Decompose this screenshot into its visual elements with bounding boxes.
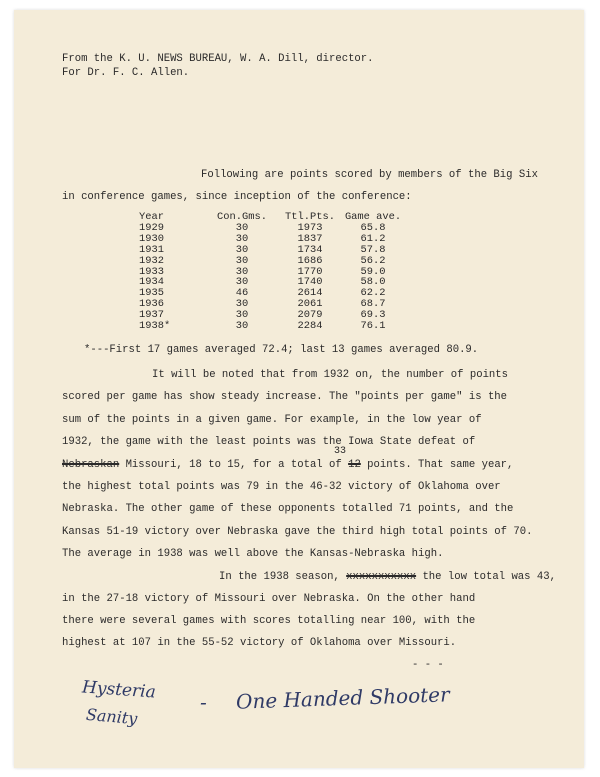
cell-con-gms: 30 (235, 254, 249, 267)
line5-text-b: points. That same year, (367, 459, 514, 471)
cell-year: 1932 (139, 254, 164, 267)
cell-game-ave: 59.0 (360, 265, 386, 278)
document-page (14, 10, 584, 768)
cell-year: 1934 (139, 276, 164, 289)
paragraph2-line4: highest at 107 in the 55-52 victory of Oklahoma over Missouri. (62, 637, 457, 649)
paragraph1-line8: Kansas 51-19 victory over Nebraska gave the third high total points of 70. (62, 526, 533, 538)
cell-game-ave: 56.2 (360, 254, 386, 267)
footnote: *---First 17 games averaged 72.4; last 13 games averaged 80.9. (84, 344, 479, 356)
cell-game-ave: 61.2 (360, 232, 386, 245)
cell-ttl-pts: 1734 (297, 243, 323, 256)
paragraph1-line6: the highest total points was 79 in the 46-32 victory of Oklahoma over (62, 481, 501, 493)
cell-con-gms: 30 (235, 265, 249, 278)
for-line: For Dr. F. C. Allen. (62, 67, 190, 79)
cell-ttl-pts: 2061 (297, 298, 323, 311)
end-mark: - - - (412, 659, 444, 671)
line5-text-a: Missouri, 18 to 15, for a total of (125, 459, 342, 471)
cell-con-gms: 30 (235, 276, 249, 289)
intro-line-2: in conference games, since inception of the conference: (62, 191, 412, 203)
struck-word: Nebraskan (62, 459, 120, 471)
paragraph2-line3: there were several games with scores totalling near 100, with the (62, 615, 476, 627)
cell-year: 1929 (139, 221, 164, 234)
intro-line-1: Following are points scored by members of the Big Six (201, 169, 538, 181)
cell-ttl-pts: 1837 (297, 232, 323, 245)
cell-year: 1938* (139, 320, 171, 333)
paragraph1-line5 (62, 460, 513, 471)
cell-year: 1930 (139, 232, 164, 245)
paragraph2-line2: in the 27-18 victory of Missouri over Nebraska. On the other hand (62, 593, 476, 605)
cell-year: 1937 (139, 309, 164, 322)
table-row (139, 321, 403, 332)
struck-word: xxxxxxxxxxx (346, 571, 417, 583)
cell-con-gms: 30 (235, 309, 249, 322)
handwritten-sanity: Sanity (85, 704, 139, 729)
points-table (139, 212, 403, 332)
correction-number: 33 (334, 446, 347, 457)
cell-ttl-pts: 1686 (297, 254, 323, 267)
cell-game-ave: 62.2 (360, 287, 386, 300)
paragraph1-line3: sum of the points in a given game. For example, in the low year of (62, 414, 482, 426)
cell-game-ave: 57.8 (360, 243, 386, 256)
paragraph1-line7: Nebraska. The other game of these opponents totalled 71 points, and the (62, 503, 514, 515)
cell-ttl-pts: 1770 (297, 265, 323, 278)
struck-number: 12 (348, 459, 361, 471)
p2-line1-text-b: the low total was 43, (422, 571, 556, 583)
paragraph1-line4: 1932, the game with the least points was the Iowa State defeat of (62, 436, 476, 448)
cell-year: 1935 (139, 287, 164, 300)
paragraph1-line1: It will be noted that from 1932 on, the number of points (152, 369, 509, 381)
cell-con-gms: 30 (235, 298, 249, 311)
cell-ttl-pts: 2284 (297, 320, 323, 333)
paragraph1-line2: scored per game has show steady increase. The "points per game" is the (62, 391, 508, 403)
paragraph2-line1 (219, 572, 556, 583)
cell-con-gms: 30 (235, 320, 249, 333)
cell-ttl-pts: 2614 (297, 287, 323, 300)
cell-game-ave: 76.1 (360, 320, 386, 333)
handwritten-phrase: One Handed Shooter (235, 682, 450, 714)
cell-year: 1931 (139, 243, 164, 256)
cell-year: 1936 (139, 298, 164, 311)
handwritten-dash: - (200, 690, 207, 714)
table-row (139, 245, 403, 256)
from-line: From the K. U. NEWS BUREAU, W. A. Dill, director. (62, 53, 374, 65)
cell-con-gms: 30 (235, 243, 249, 256)
cell-ttl-pts: 1973 (297, 221, 323, 234)
cell-game-ave: 69.3 (360, 309, 386, 322)
header-ttl-pts: Ttl.Pts. (285, 211, 335, 223)
cell-game-ave: 68.7 (360, 298, 386, 311)
header-game-ave: Game ave. (344, 211, 402, 223)
p2-line1-text-a: In the 1938 season, (219, 571, 340, 583)
paragraph1-line9: The average in 1938 was well above the Kansas-Nebraska high. (62, 548, 444, 560)
cell-ttl-pts: 2079 (297, 309, 323, 322)
cell-con-gms: 30 (235, 221, 249, 234)
header-year: Year (139, 211, 164, 223)
cell-ttl-pts: 1740 (297, 276, 323, 289)
cell-con-gms: 46 (235, 287, 249, 300)
table-row (139, 256, 403, 267)
cell-year: 1933 (139, 265, 164, 278)
cell-game-ave: 58.0 (360, 276, 386, 289)
header-con-gms: Con.Gms. (217, 211, 267, 223)
handwritten-hysteria: Hysteria (81, 677, 157, 703)
cell-game-ave: 65.8 (360, 221, 386, 234)
cell-con-gms: 30 (235, 232, 249, 245)
